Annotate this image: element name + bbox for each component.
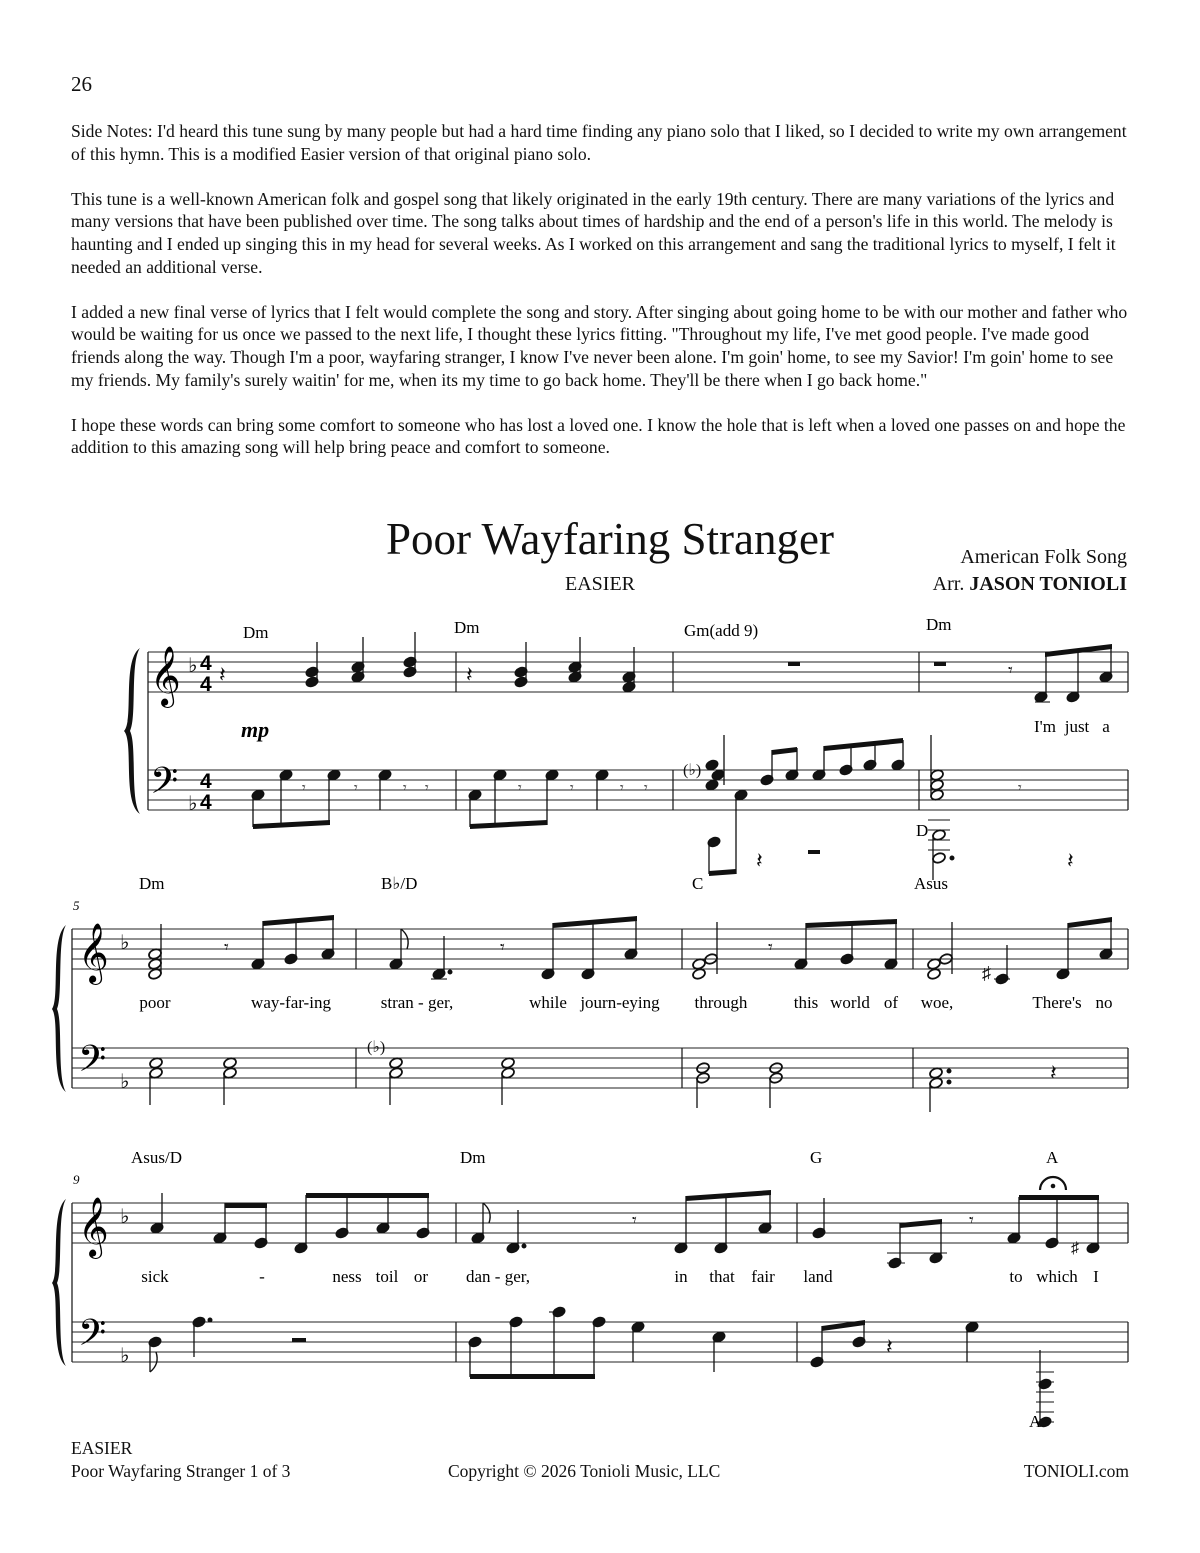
treble-notes-1 bbox=[219, 632, 1113, 703]
svg-text:𝄾: 𝄾 bbox=[1008, 660, 1013, 680]
notes-paragraph-2: This tune is a well-known American folk and gospel song that likely originated in the early 19th century. There are many variations of the lyrics and many versions that have been published over time. The song talks about times of hardship and the end of a person's life in this world. The melody is haunting and I ended up singing this in my head for several weeks. As I worked on this arrangement and sang the traditional lyrics to myself, I felt it needed an additional verse. bbox=[71, 188, 1116, 277]
svg-text:𝄾: 𝄾 bbox=[425, 781, 429, 796]
svg-text:𝄾: 𝄾 bbox=[570, 781, 574, 796]
svg-text:𝄾: 𝄾 bbox=[302, 781, 306, 796]
lyric-syllable: of bbox=[883, 993, 899, 1012]
arranger-name: JASON TONIOLI bbox=[969, 573, 1127, 595]
bass-clef-icon: 𝄢 bbox=[78, 1038, 107, 1089]
lyric-syllable: toil bbox=[375, 1267, 399, 1286]
lyric-syllable: land bbox=[803, 1267, 833, 1286]
barlines-1 bbox=[148, 652, 1128, 810]
measure-number: 5 bbox=[73, 898, 80, 913]
lyric-syllable: ness bbox=[332, 1267, 362, 1286]
lyric-syllable: world bbox=[830, 993, 870, 1012]
brace-2 bbox=[52, 925, 66, 1092]
system-3 bbox=[52, 1148, 1128, 1431]
svg-text:(♭): (♭) bbox=[683, 762, 702, 779]
chord-symbol: Dm bbox=[243, 623, 269, 642]
key-flat-icon: ♭ bbox=[120, 1345, 130, 1367]
bass-notes-1 bbox=[251, 735, 1074, 880]
brace-1 bbox=[124, 648, 140, 814]
bass-notes-3 bbox=[148, 1306, 1054, 1429]
lyric-syllable: I'm bbox=[1034, 717, 1056, 736]
lyric-syllable: way-far-ing bbox=[251, 993, 331, 1012]
svg-text:𝄽: 𝄽 bbox=[219, 662, 226, 687]
svg-text:𝄽: 𝄽 bbox=[886, 1334, 893, 1359]
svg-text:𝄾: 𝄾 bbox=[1018, 781, 1022, 796]
notes-paragraph-1: Side Notes: I'd heard this tune sung by many people but had a hard time finding any piano solo that I liked, so I decided to write my own arrangement of this hymn. This is a modified Easier version of that original piano solo. bbox=[71, 121, 1127, 164]
lyric-syllable: a bbox=[1102, 717, 1110, 736]
brace-3 bbox=[52, 1199, 66, 1366]
chord-symbol: Asus bbox=[914, 874, 949, 893]
lyric-syllable: while bbox=[529, 993, 567, 1012]
svg-text:𝄽: 𝄽 bbox=[1050, 1060, 1057, 1085]
footer-copyright: Copyright © 2026 Tonioli Music, LLC bbox=[448, 1461, 721, 1481]
lyric-syllable: that bbox=[709, 1267, 735, 1286]
chord-symbol: C bbox=[692, 874, 704, 893]
lyrics-1 bbox=[1034, 717, 1110, 736]
lyrics-3 bbox=[141, 1267, 1099, 1286]
treble-staff-1 bbox=[148, 652, 1128, 692]
dynamic-marking: mp bbox=[241, 717, 270, 742]
chord-symbol: A bbox=[1046, 1148, 1059, 1167]
bass-staff-1 bbox=[148, 770, 1128, 810]
lyric-syllable: to bbox=[1009, 1267, 1023, 1286]
chord-symbol: Dm bbox=[454, 618, 480, 637]
treble-staff-2 bbox=[72, 929, 1128, 969]
chord-symbol: Dm bbox=[139, 874, 165, 893]
time-signature bbox=[200, 652, 212, 814]
arranger-prefix: Arr. bbox=[932, 573, 965, 595]
lyric-syllable: fair bbox=[751, 1267, 775, 1286]
lyric-syllable: or bbox=[413, 1267, 429, 1286]
lyric-syllable: stran - ger, bbox=[380, 993, 454, 1012]
svg-text:𝄾: 𝄾 bbox=[644, 781, 648, 796]
svg-text:𝄾: 𝄾 bbox=[403, 781, 407, 796]
chord-symbol: G bbox=[810, 1148, 823, 1167]
svg-text:(♭): (♭) bbox=[367, 1039, 386, 1056]
svg-text:4: 4 bbox=[200, 791, 212, 814]
svg-text:𝄾: 𝄾 bbox=[620, 781, 624, 796]
key-flat-icon: ♭ bbox=[188, 655, 198, 677]
treble-clef-icon: 𝄞 bbox=[78, 1197, 109, 1257]
svg-text:♯: ♯ bbox=[1071, 1240, 1079, 1257]
system-1 bbox=[124, 615, 1128, 880]
lyric-syllable: dan - ger, bbox=[466, 1267, 530, 1286]
lyric-syllable: - bbox=[259, 1267, 265, 1286]
composer-credit: American Folk Song bbox=[960, 546, 1127, 568]
lyric-syllable: in bbox=[674, 1267, 688, 1286]
page-number: 26 bbox=[71, 72, 92, 96]
lyrics-2 bbox=[139, 993, 1112, 1012]
lyric-syllable: just bbox=[1064, 717, 1090, 736]
bass-clef-icon: 𝄢 bbox=[78, 1312, 107, 1363]
lyric-syllable: I bbox=[1093, 1267, 1099, 1286]
svg-text:𝄽: 𝄽 bbox=[1067, 848, 1074, 873]
lyric-syllable: There's bbox=[1032, 993, 1082, 1012]
treble-clef-icon: 𝄞 bbox=[150, 646, 181, 706]
lyric-syllable: poor bbox=[139, 993, 171, 1012]
svg-text:𝄾: 𝄾 bbox=[354, 781, 358, 796]
lyric-syllable: sick bbox=[141, 1267, 169, 1286]
lyric-syllable: this bbox=[793, 993, 819, 1012]
treble-clef-icon: 𝄞 bbox=[78, 923, 109, 983]
chord-symbol: Asus/D bbox=[131, 1148, 183, 1167]
system-2 bbox=[52, 874, 1128, 1112]
svg-text:4: 4 bbox=[200, 673, 212, 696]
svg-text:𝄾: 𝄾 bbox=[518, 781, 522, 796]
footer-edition: EASIER bbox=[71, 1438, 133, 1458]
bass-notes-2 bbox=[149, 1039, 1057, 1112]
key-flat-icon: ♭ bbox=[120, 932, 130, 954]
bass-mark: D bbox=[916, 821, 929, 840]
svg-text:𝄾: 𝄾 bbox=[500, 937, 505, 957]
key-flat-icon: ♭ bbox=[120, 1206, 130, 1228]
svg-text:𝄾: 𝄾 bbox=[224, 937, 229, 957]
svg-text:𝄾: 𝄾 bbox=[969, 1210, 974, 1230]
chord-symbol: B♭/D bbox=[381, 874, 418, 893]
svg-text:4: 4 bbox=[200, 770, 212, 793]
lyric-syllable: which bbox=[1036, 1267, 1078, 1286]
svg-text:𝄽: 𝄽 bbox=[466, 662, 473, 687]
key-flat-icon: ♭ bbox=[120, 1071, 130, 1093]
svg-text:♯: ♯ bbox=[982, 963, 991, 983]
chord-symbol: Gm(add 9) bbox=[684, 621, 759, 640]
treble-notes-2 bbox=[148, 915, 1114, 985]
lyric-syllable: through bbox=[694, 993, 748, 1012]
notes-paragraph-4: I hope these words can bring some comfort to someone who has lost a loved one. I know the hole that is left when a loved one passes on and hope the addition to this amazing song will help bring peace and comfort to someone. bbox=[71, 414, 1126, 458]
lyric-syllable: no bbox=[1095, 993, 1113, 1012]
bass-clef-icon: 𝄢 bbox=[150, 760, 179, 811]
footer-page-of: Poor Wayfaring Stranger 1 of 3 bbox=[71, 1461, 291, 1481]
measure-number: 9 bbox=[73, 1172, 80, 1187]
chord-symbol: Dm bbox=[460, 1148, 486, 1167]
key-flat-icon: ♭ bbox=[188, 793, 198, 815]
lyric-syllable: journ-eying bbox=[580, 993, 660, 1012]
edition-label: EASIER bbox=[565, 573, 635, 595]
footer-site: TONIOLI.com bbox=[1023, 1461, 1129, 1481]
svg-text:𝄾: 𝄾 bbox=[768, 937, 773, 957]
chord-symbol: Dm bbox=[926, 615, 952, 634]
lyric-syllable: woe, bbox=[920, 993, 954, 1012]
bass-mark: A bbox=[1029, 1412, 1042, 1431]
song-title: Poor Wayfaring Stranger bbox=[386, 514, 834, 564]
notes-paragraph-3: I added a new final verse of lyrics that I felt would complete the song and story. After singing about going home to be with our mother and father who would be waiting for us once we passed to the next life, I thought these lyrics fitting. "Throughout my life, I've met good people. I've made good friends along the way. Though I'm a poor, wayfaring stranger, I know I've never been alone. I'm goin' home, to see my Savior! I'm goin' home to see my friends. My family's surely waitin' for me, when its my time to go back home. They'll be there when I go back home." bbox=[71, 301, 1128, 390]
svg-text:𝄽: 𝄽 bbox=[756, 848, 763, 873]
svg-text:4: 4 bbox=[200, 652, 212, 675]
svg-text:𝄾: 𝄾 bbox=[632, 1210, 637, 1230]
